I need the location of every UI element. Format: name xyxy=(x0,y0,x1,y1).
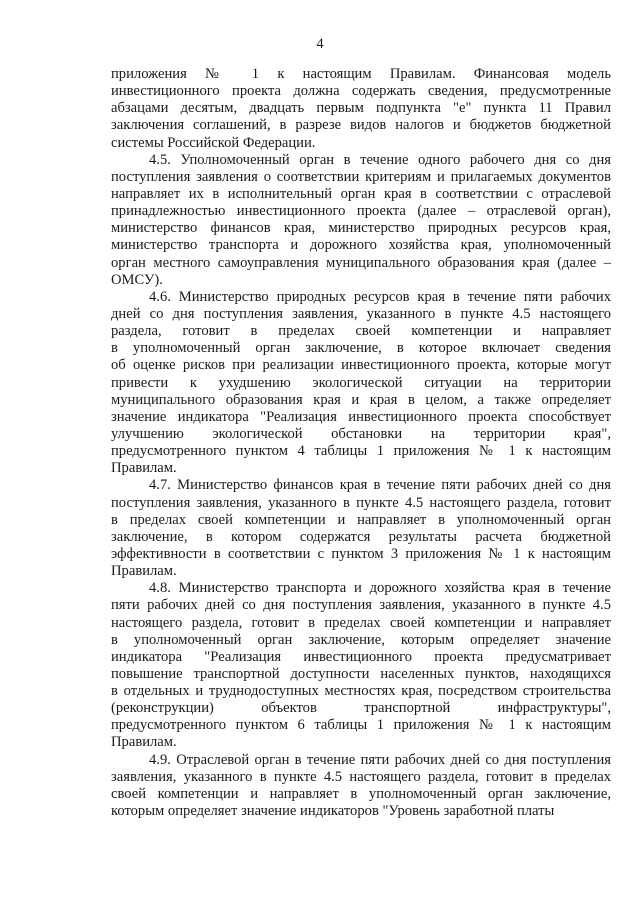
text-line: поступления заявления, указанного в пункте 4.5 настоящего раздела, готовит xyxy=(111,494,611,511)
text-line: 4.9. Отраслевой орган в течение пяти рабочих дней со дня поступления xyxy=(149,751,611,768)
document-body xyxy=(111,66,611,820)
paragraph-4-9 xyxy=(111,752,611,821)
text-line: министерство финансов края, министерство природных ресурсов края, xyxy=(111,220,611,237)
paragraph-4-5 xyxy=(111,152,611,289)
text-line: 4.7. Министерство финансов края в течение пяти рабочих дней со дня xyxy=(149,477,611,494)
text-line: приложения № 1 к настоящим Правилам. Финансовая модель xyxy=(111,66,611,82)
text-line: настоящего раздела, готовит в пределах своей компетенции и направляет xyxy=(111,614,611,631)
text-line: инвестиционного проекта должна содержать сведения, предусмотренные xyxy=(111,83,611,100)
text-line: абзацами десятым, двадцать первым подпункта "е" пункта 11 Правил xyxy=(111,100,611,117)
text-line: предусмотренного пунктом 4 таблицы 1 приложения № 1 к настоящим xyxy=(111,443,611,460)
text-line: своей компетенции и направляет в уполномоченный орган заключение, xyxy=(111,785,611,802)
text-line: в уполномоченный орган заключение, в которое включает сведения xyxy=(111,340,611,357)
paragraph-4-8 xyxy=(111,580,611,751)
text-line: системы Российской Федерации. xyxy=(111,134,316,151)
text-line: дней со дня поступления заявления, указанного в пункте 4.5 настоящего xyxy=(111,305,611,322)
paragraph-4-7 xyxy=(111,477,611,580)
text-line: повышение транспортной доступности населенных пунктов, находящихся xyxy=(111,665,611,682)
paragraph-4-6 xyxy=(111,289,611,478)
text-line: привести к ухудшению экологической ситуации на территории xyxy=(111,374,611,391)
text-line: ОМСУ). xyxy=(111,271,163,288)
text-line: министерство транспорта и дорожного хозяйства края, уполномоченный xyxy=(111,237,611,254)
text-line: (реконструкции) объектов транспортной инфраструктуры", xyxy=(111,700,611,717)
text-line: 4.8. Министерство транспорта и дорожного хозяйства края в течение xyxy=(149,580,611,597)
text-line: Правилам. xyxy=(111,734,177,751)
text-line: Правилам. xyxy=(111,460,177,477)
text-line: поступления заявления о соответствии критериям и прилагаемых документов xyxy=(111,168,611,185)
text-line: значение индикатора "Реализация инвестиционного проекта способствует xyxy=(111,408,611,425)
text-line: которым определяет значение индикаторов "Уровень заработной платы xyxy=(111,803,555,820)
text-line: 4.5. Уполномоченный орган в течение одного рабочего дня со дня xyxy=(149,151,611,168)
text-line: принадлежностью инвестиционного проекта (далее – отраслевой орган), xyxy=(111,203,611,220)
text-line: муниципального образования края и края в целом, а также определяет xyxy=(111,391,611,408)
text-line: в уполномоченный орган заключение, которым определяет значение xyxy=(111,631,611,648)
text-line: улучшению экологической обстановки на территории края", xyxy=(111,425,611,442)
text-line: об оценке рисков при реализации инвестиционного проекта, которые могут xyxy=(111,357,611,374)
text-line: заключение, в котором содержатся результаты расчета бюджетной xyxy=(111,528,611,545)
text-line: орган местного самоуправления муниципального образования края (далее – xyxy=(111,254,611,271)
text-line: предусмотренного пунктом 6 таблицы 1 приложения № 1 к настоящим xyxy=(111,717,611,734)
text-line: эффективности в соответствии с пунктом 3 приложения № 1 к настоящим xyxy=(111,545,611,562)
text-line: в пределах своей компетенции и направляет в уполномоченный орган xyxy=(111,511,611,528)
text-line: заявления, указанного в пункте 4.5 настоящего раздела, готовит в пределах xyxy=(111,768,611,785)
text-line: направляет их в исполнительный орган края в соответствии с отраслевой xyxy=(111,185,611,202)
text-line: 4.6. Министерство природных ресурсов края в течение пяти рабочих xyxy=(149,288,611,305)
text-line: заключения соглашений, в разрезе видов налогов и бюджетов бюджетной xyxy=(111,117,611,134)
text-line: раздела, готовит в пределах своей компетенции и направляет xyxy=(111,323,611,340)
text-line: Правилам. xyxy=(111,563,177,580)
text-line: в отдельных и труднодоступных местностях края, посредством строительства xyxy=(111,683,611,700)
text-line: индикатора "Реализация инвестиционного проекта предусматривает xyxy=(111,648,611,665)
text-line: пяти рабочих дней со дня поступления заявления, указанного в пункте 4.5 xyxy=(111,597,611,614)
paragraph-continuation xyxy=(111,66,611,152)
page-number: 4 xyxy=(316,36,324,52)
